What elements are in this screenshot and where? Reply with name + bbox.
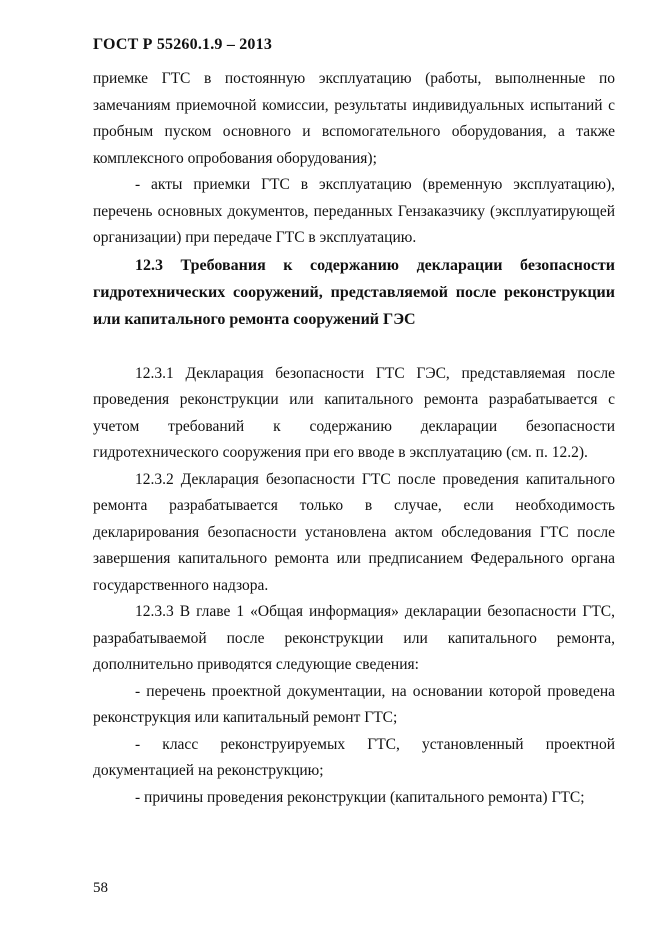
document-body xyxy=(93,66,615,811)
list-item-structure-class: - класс реконструируемых ГТС, установленный проектной документацией на реконструкцию; xyxy=(93,735,615,779)
list-item-reconstruction-reasons: - причины проведения реконструкции (капитального ремонта) ГТС; xyxy=(135,788,585,806)
list-item-project-documentation: - перечень проектной документации, на основании которой проведена реконструкция или капитальный ремонт ГТС; xyxy=(93,682,615,726)
section-title-12-3: 12.3 Требования к содержанию декларации безопасности гидротехнических сооружений, представляемой после реконструкции или капитального ремонта сооружений ГЭС xyxy=(93,256,615,328)
paragraph-12-3-1: 12.3.1 Декларация безопасности ГТС ГЭС, представляемая после проведения реконструкции или капитального ремонта разрабатывается с учетом требований к содержанию декларации безопасности гидротехнического сооружения при его вводе в эксплуатацию (см. п. 12.2). xyxy=(93,364,615,461)
paragraph-12-3-2: 12.3.2 Декларация безопасности ГТС после проведения капитального ремонта разрабатывается только в случае, если необходимость декларирования безопасности установлена актом обследования ГТС после завершения капитального ремонта или предписанием Федерального органа государственного надзора. xyxy=(93,470,615,594)
paragraph-acceptance-acts: - акты приемки ГТС в эксплуатацию (временную эксплуатацию), перечень основных документов, переданных Гензаказчику (эксплуатирующей организации) при передаче ГТС в эксплуатацию. xyxy=(93,176,615,246)
document-header: ГОСТ Р 55260.1.9 – 2013 xyxy=(93,36,273,53)
paragraph-12-3-3: 12.3.3 В главе 1 «Общая информация» декларации безопасности ГТС, разрабатываемой после реконструкции или капитального ремонта, дополнительно приводятся следующие сведения: xyxy=(93,603,615,673)
paragraph-acceptance-works: приемке ГТС в постоянную эксплуатацию (работы, выполненные по замечаниям приемочной комиссии, результаты индивидуальных испытаний с пробным пуском основного и вспомогательного оборудования, а также комплексного опробования оборудования); xyxy=(93,70,615,167)
page-number: 58 xyxy=(93,880,108,896)
